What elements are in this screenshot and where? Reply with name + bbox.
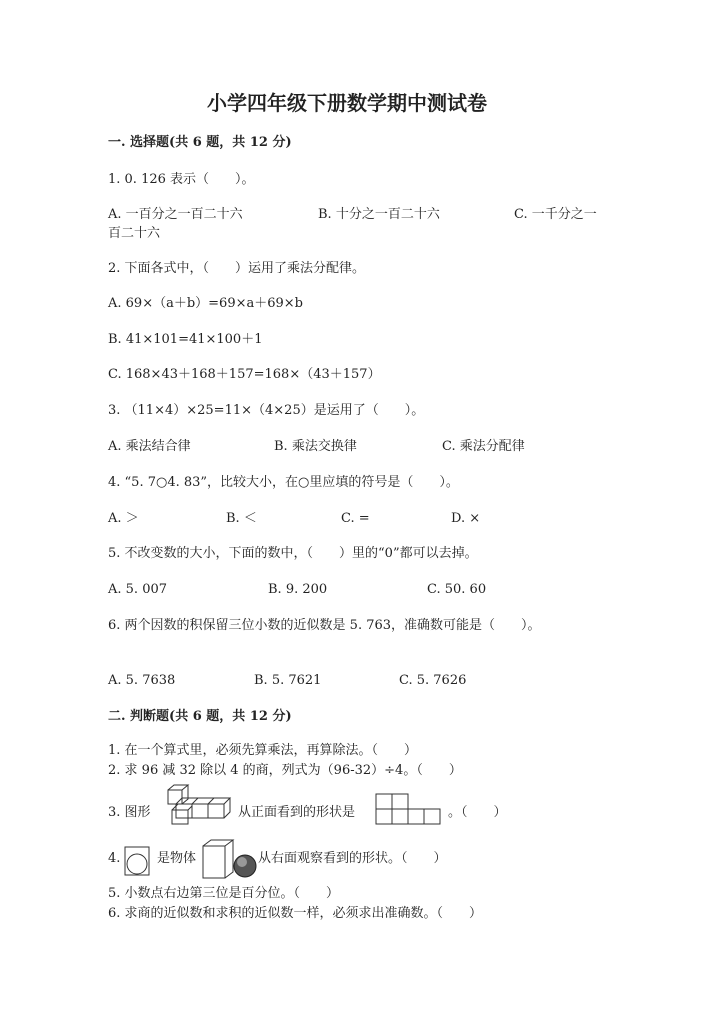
option-b: B. 9. 200: [268, 582, 328, 597]
question-stem: 6. 两个因数的积保留三位小数的近似数是 5. 763，准确数可能是（ ）。: [108, 618, 541, 633]
option-c-continued: 百二十六: [108, 226, 161, 241]
cube-stack-figure: [158, 784, 232, 828]
judgement-item: 6. 求商的近似数和求积的近似数一样，必须求出准确数。（ ）: [108, 906, 483, 921]
option-c: C. 5. 7626: [399, 673, 467, 688]
question-stem: 3. （11×4）×25=11×（4×25）是运用了（ ）。: [108, 403, 425, 418]
judgement-item-text: 从右面观察看到的形状。（ ）: [258, 851, 447, 866]
judgement-item-text: 从正面看到的形状是: [238, 805, 356, 820]
judgement-item: 5. 小数点右边第三位是百分位。（ ）: [108, 886, 340, 901]
option-a: A. 5. 007: [108, 582, 168, 597]
option-b: B. 41×101=41×100＋1: [108, 332, 263, 347]
judgement-item: 4.: [108, 851, 121, 866]
question-stem: 2. 下面各式中，（ ）运用了乘法分配律。: [108, 261, 366, 276]
judgement-item: 1. 在一个算式里，必须先算乘法，再算除法。（ ）: [108, 743, 418, 758]
question-stem: 4. “5. 7○4. 83”，比较大小，在○里应填的符号是（ ）。: [108, 475, 459, 490]
judgement-item-text: 。（ ）: [448, 805, 507, 820]
option-c: C. 50. 60: [427, 582, 487, 597]
section-heading-choice: 一. 选择题(共 6 题，共 12 分): [108, 135, 292, 150]
option-a: A. 乘法结合律: [108, 439, 191, 454]
cuboid-and-sphere-figure: [201, 838, 259, 880]
option-a: A. ＞: [108, 511, 139, 526]
option-b: B. 乘法交换律: [274, 439, 357, 454]
option-a: A. 一百分之一百二十六: [108, 207, 243, 222]
front-view-figure: [372, 790, 444, 828]
section-heading-judgement: 二. 判断题(共 6 题，共 12 分): [108, 709, 292, 724]
judgement-item: 2. 求 96 减 32 除以 4 的商，列式为（96-32）÷4。（ ）: [108, 763, 462, 778]
option-a: A. 5. 7638: [108, 673, 176, 688]
judgement-item: 3. 图形: [108, 805, 151, 820]
option-c: C. =: [341, 511, 370, 526]
page-title: 小学四年级下册数学期中测试卷: [207, 91, 487, 115]
judgement-item-text: 是物体: [157, 851, 197, 866]
circle-in-square-figure: [124, 846, 150, 876]
option-d: D. ×: [451, 511, 481, 526]
option-b: B. ＜: [226, 511, 257, 526]
option-c: C. 168×43＋168＋157=168×（43＋157）: [108, 367, 381, 382]
option-b: B. 十分之一百二十六: [318, 207, 440, 222]
option-c: C. 一千分之一: [514, 207, 597, 222]
option-a: A. 69×（a＋b）=69×a＋69×b: [108, 296, 303, 311]
question-stem: 5. 不改变数的大小，下面的数中，（ ）里的“0”都可以去掉。: [108, 546, 478, 561]
option-b: B. 5. 7621: [254, 673, 322, 688]
option-c: C. 乘法分配律: [442, 439, 525, 454]
question-stem: 1. 0. 126 表示（ ）。: [108, 172, 255, 187]
